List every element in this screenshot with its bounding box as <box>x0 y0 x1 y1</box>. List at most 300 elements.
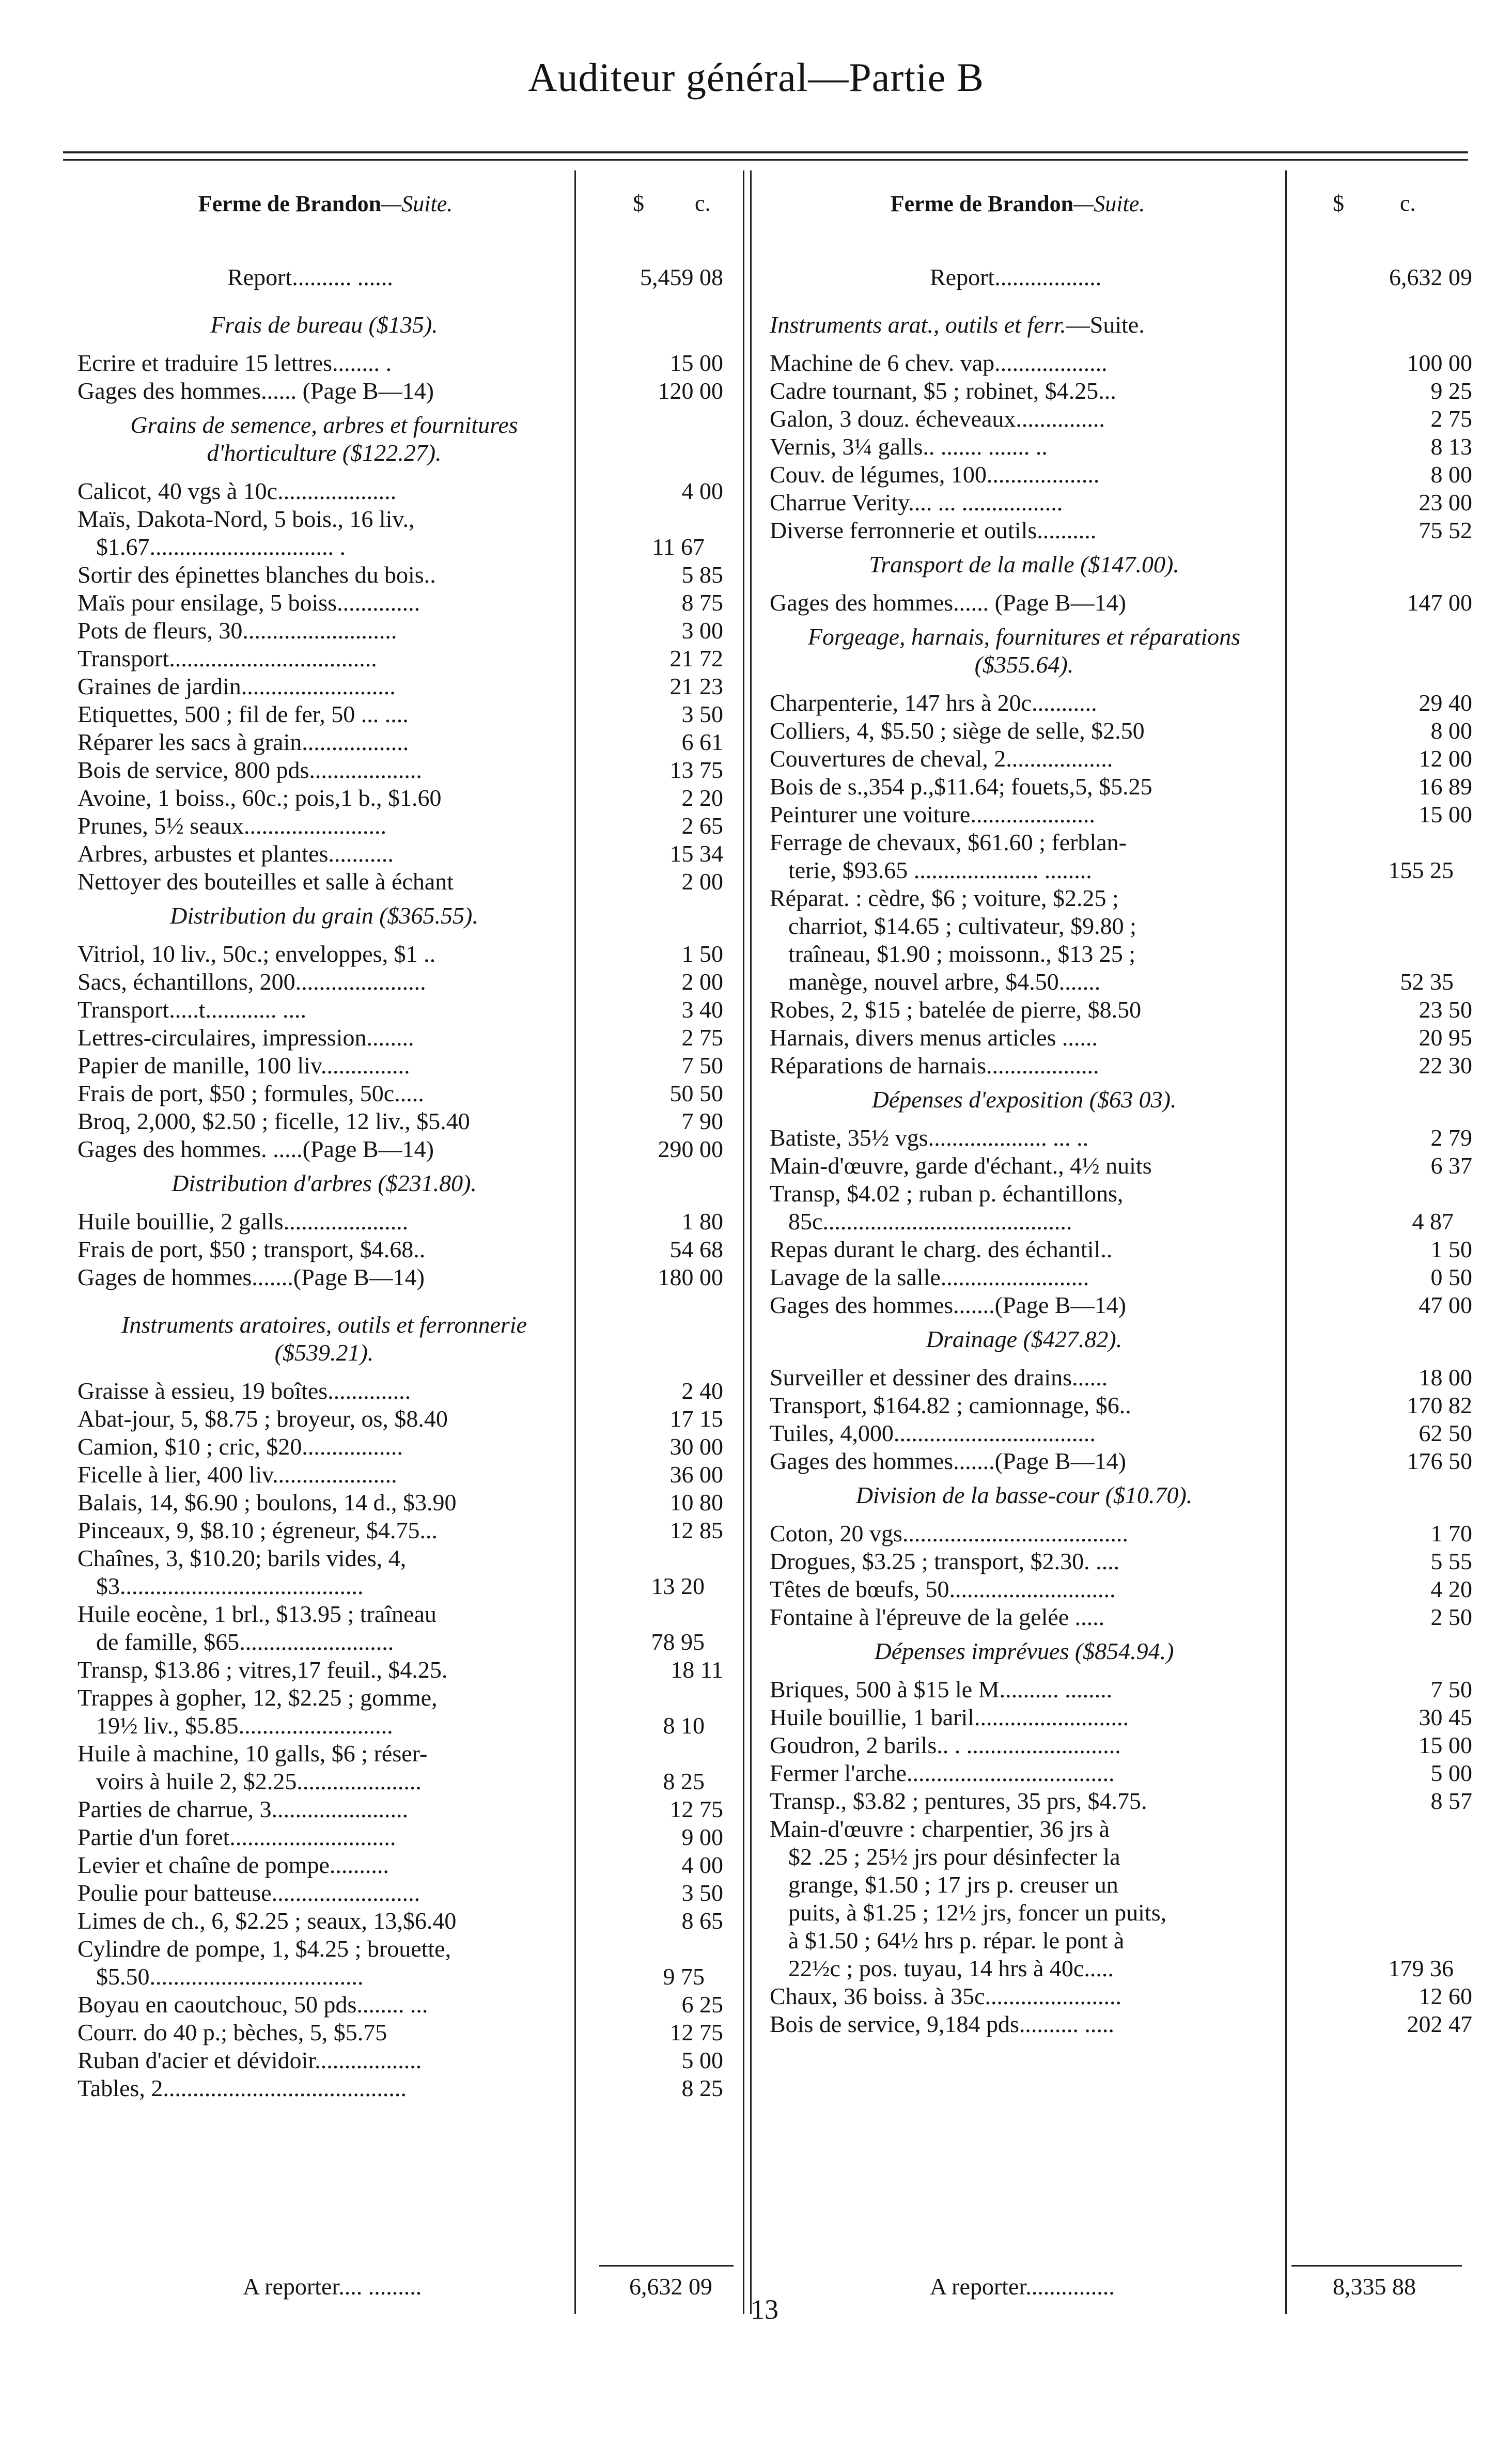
ledger-amount: 8 57 <box>1430 1788 1472 1814</box>
right-heading-bold: Ferme de Brandon <box>890 191 1074 216</box>
ledger-item-text: Fontaine à l'épreuve de la gelée ..... <box>770 1604 1105 1630</box>
right-report-label: Report <box>930 264 995 290</box>
section-heading: Grains de semence, arbres et fournitures d'horticulture ($122.27). <box>130 412 518 466</box>
ledger-row <box>770 1603 1472 1631</box>
ledger-row <box>77 533 742 561</box>
ledger-row <box>77 940 723 968</box>
ledger-row <box>770 717 1472 745</box>
ledger-row <box>77 377 723 405</box>
ledger-amount: 180 00 <box>658 1264 723 1290</box>
ledger-row <box>770 1676 1472 1704</box>
ledger-amount: 8 25 <box>663 1768 705 1794</box>
ledger-row <box>770 773 1472 801</box>
ledger-item-text: Pots de fleurs, 30.......................... <box>77 617 397 644</box>
ledger-row <box>77 1052 723 1080</box>
ledger-amount: 8 10 <box>663 1712 705 1739</box>
ledger-item-text: Têtes de bœufs, 50............................ <box>770 1576 1116 1602</box>
ledger-item-text: voirs à huile 2, $2.25..................... <box>96 1768 422 1794</box>
ledger-item-text: grange, $1.50 ; 17 jrs p. creuser un <box>788 1871 1118 1898</box>
ledger-item-text: terie, $93.65 ..................... ........ <box>788 857 1092 883</box>
ledger-row <box>770 1575 1472 1603</box>
ledger-row <box>770 912 1491 940</box>
page-number: 13 <box>751 2294 778 2325</box>
ledger-amount: 75 52 <box>1419 517 1472 543</box>
ledger-item-text: Harnais, divers menus articles ...... <box>770 1024 1098 1051</box>
ledger-row <box>77 1935 723 1963</box>
ledger-row <box>770 1236 1472 1263</box>
ledger-item-text: Ferrage de chevaux, $61.60 ; ferblan- <box>770 829 1127 855</box>
section-heading: Distribution d'arbres ($231.80). <box>172 1170 477 1196</box>
ledger-item-text: Trappes à gopher, 12, $2.25 ; gomme, <box>77 1684 438 1711</box>
ledger-item-text: Frais de port, $50 ; formules, 50c..... <box>77 1080 424 1106</box>
ledger-row <box>77 1107 723 1135</box>
ledger-row <box>770 405 1472 433</box>
spacer <box>77 291 610 305</box>
ledger-item-text: Cadre tournant, $5 ; robinet, $4.25... <box>770 378 1116 404</box>
left-heading <box>77 170 573 263</box>
ledger-row <box>77 1600 723 1628</box>
ledger-item-text: Avoine, 1 boiss., 60c.; pois,1 b., $1.60 <box>77 785 442 811</box>
ledger-amount: 8 65 <box>681 1908 723 1934</box>
section-heading: Dépenses imprévues ($854.94.) <box>874 1638 1174 1664</box>
ledger-row <box>770 1731 1472 1759</box>
ledger-item-text: Parties de charrue, 3....................... <box>77 1796 409 1822</box>
ledger-row <box>770 1419 1472 1447</box>
ledger-amount: 2 75 <box>681 1024 723 1051</box>
right-report-amount: 6,632 09 <box>1389 264 1472 290</box>
ledger-row <box>77 561 723 589</box>
ledger-amount: 1 50 <box>1430 1236 1472 1262</box>
ledger-row <box>770 1263 1472 1291</box>
ledger-item-text: Surveiller et dessiner des drains...... <box>770 1364 1108 1391</box>
ledger-amount: 78 95 <box>651 1629 705 1655</box>
section-heading: Dépenses d'exposition ($63 03). <box>871 1086 1177 1113</box>
section-heading-italic: Instruments arat., outils et ferr. <box>770 311 1066 338</box>
ledger-item-text: à $1.50 ; 64½ hrs p. répar. le pont à <box>788 1927 1125 1954</box>
ledger-amount: 3 00 <box>681 617 723 644</box>
ledger-item-text: Gages des hommes.......(Page B—14) <box>770 1292 1126 1318</box>
ledger-row <box>770 1152 1472 1180</box>
ledger-amount: 12 00 <box>1419 745 1472 772</box>
ledger-item-text: traîneau, $1.90 ; moissonn., $13 25 ; <box>788 941 1136 967</box>
ledger-item-text: Transport................................... <box>77 645 377 671</box>
ledger-row <box>770 1208 1491 1236</box>
ledger-amount: 18 11 <box>671 1657 723 1683</box>
ledger-row <box>77 1544 723 1572</box>
section-heading: Forgeage, harnais, fournitures et réparations ($355.64). <box>807 623 1241 678</box>
ledger-amount: 2 00 <box>681 868 723 895</box>
spacer <box>77 1291 610 1305</box>
ledger-item-text: Maïs, Dakota-Nord, 5 bois., 16 liv., <box>77 506 415 532</box>
ledger-amount: 6 61 <box>681 729 723 755</box>
ledger-row <box>77 1433 723 1461</box>
ledger-item-text: Sortir des épinettes blanches du bois.. <box>77 561 436 588</box>
ledger-item-text: Peinturer une voiture..................... <box>770 801 1095 827</box>
ledger-amount: 12 85 <box>669 1517 723 1543</box>
ledger-row <box>77 617 723 645</box>
left-carry-label: A reporter.... ......... <box>243 2273 422 2300</box>
page-title: Auditeur général—Partie B <box>528 55 984 100</box>
ledger-row <box>77 673 723 700</box>
ledger-row <box>77 840 723 868</box>
ledger-amount: 4 87 <box>1412 1208 1454 1235</box>
ledger-item-text: Graisse à essieu, 19 boîtes.............. <box>77 1378 411 1404</box>
ledger-amount: 62 50 <box>1419 1420 1472 1446</box>
title-rule-bottom <box>63 159 1468 161</box>
ledger-amount: 3 50 <box>681 1880 723 1906</box>
section-heading: Instruments aratoires, outils et ferronnerie ($539.21). <box>121 1311 527 1366</box>
section-heading: Frais de bureau ($135). <box>210 311 438 338</box>
ledger-amount: 147 00 <box>1407 589 1472 616</box>
ledger-row <box>77 1684 723 1712</box>
ledger-item-text: Prunes, 5½ seaux........................ <box>77 813 386 839</box>
ledger-item-text: de famille, $65.......................... <box>96 1629 394 1655</box>
ledger-item-text: Bois de service, 9,184 pds.......... ..... <box>770 2011 1114 2037</box>
ledger-row <box>770 461 1472 489</box>
ledger-item-text: Camion, $10 ; cric, $20................. <box>77 1433 403 1460</box>
ledger-amount: 9 25 <box>1430 378 1472 404</box>
ledger-item-text: Huile eocène, 1 brl., $13.95 ; traîneau <box>77 1601 437 1627</box>
ledger-amount: 5 85 <box>681 561 723 588</box>
ledger-amount: 18 00 <box>1419 1364 1472 1391</box>
ledger-amount: 5 00 <box>681 2047 723 2073</box>
ledger-row <box>77 1656 723 1684</box>
ledger-row <box>770 829 1472 856</box>
ledger-item-text: Robes, 2, $15 ; batelée de pierre, $8.50 <box>770 996 1142 1023</box>
ledger-row <box>77 477 723 505</box>
ledger-item-text: Huile bouillie, 1 baril.......................... <box>770 1704 1129 1730</box>
ledger-row <box>77 2047 723 2074</box>
ledger-item-text: $3......................................... <box>96 1573 364 1599</box>
ledger-amount: 4 00 <box>681 478 723 504</box>
ledger-amount: 30 45 <box>1419 1704 1472 1730</box>
ledger-amount: 12 60 <box>1419 1983 1472 2009</box>
ledger-amount: 29 40 <box>1419 690 1472 716</box>
ledger-item-text: Réparer les sacs à grain.................. <box>77 729 409 755</box>
ledger-item-text: Partie d'un foret............................ <box>77 1824 396 1850</box>
ledger-amount: 21 72 <box>669 645 723 671</box>
ledger-amount: 15 00 <box>1419 1732 1472 1758</box>
ledger-amount: 8 25 <box>681 2075 723 2101</box>
ledger-amount: 7 90 <box>681 1108 723 1134</box>
ledger-row <box>770 489 1472 517</box>
ledger-row <box>77 1879 723 1907</box>
title-rule-top <box>63 151 1468 153</box>
ledger-row <box>770 1024 1472 1052</box>
ledger-item-text: Cylindre de pompe, 1, $4.25 ; brouette, <box>77 1935 451 1962</box>
ledger-row <box>77 1963 742 1991</box>
ledger-row <box>770 589 1472 617</box>
ledger-item-text: Diverse ferronnerie et outils.......... <box>770 517 1097 543</box>
ledger-amount: 7 50 <box>681 1052 723 1079</box>
ledger-amount: 202 47 <box>1407 2011 1472 2037</box>
ledger-row <box>770 349 1472 377</box>
ledger-item-text: Pinceaux, 9, $8.10 ; égreneur, $4.75... <box>77 1517 438 1543</box>
ledger-row <box>77 968 723 996</box>
ledger-item-text: Gages des hommes...... (Page B—14) <box>77 378 434 404</box>
ledger-item-text: Nettoyer des bouteilles et salle à échant <box>77 868 454 895</box>
ledger-row <box>77 1991 723 2019</box>
ledger-item-text: Gages des hommes...... (Page B—14) <box>770 589 1126 616</box>
ledger-amount: 2 20 <box>681 785 723 811</box>
ledger-item-text: Poulie pour batteuse......................... <box>77 1880 420 1906</box>
ledger-amount: 6 37 <box>1430 1152 1472 1179</box>
ledger-item-text: Machine de 6 chev. vap................... <box>770 350 1108 376</box>
ledger-row <box>770 996 1472 1024</box>
ledger-item-text: $2 .25 ; 25½ jrs pour désinfecter la <box>788 1844 1120 1870</box>
ledger-item-text: Galon, 3 douz. écheveaux............... <box>770 405 1105 432</box>
left-sum-rule <box>599 2265 734 2267</box>
ledger-item-text: Goudron, 2 barils.. . .......................... <box>770 1732 1121 1758</box>
ledger-item-text: Bois de s.,354 p.,$11.64; fouets,5, $5.25 <box>770 773 1152 800</box>
ledger-item-text: 85c.......................................... <box>788 1208 1072 1235</box>
ledger-amount: 2 75 <box>1430 405 1472 432</box>
ledger-row <box>770 1927 1491 1955</box>
ledger-row <box>770 801 1472 829</box>
ledger-amount: 120 00 <box>658 378 723 404</box>
ledger-item-text: charriot, $14.65 ; cultivateur, $9.80 ; <box>788 913 1136 939</box>
ledger-item-text: Couv. de légumes, 100................... <box>770 461 1100 488</box>
ledger-row <box>77 1135 723 1163</box>
ledger-row <box>77 1795 723 1823</box>
ledger-row <box>77 1823 723 1851</box>
right-heading-italic: —Suite. <box>1073 191 1145 216</box>
ledger-item-text: Ruban d'acier et dévidoir.................. <box>77 2047 422 2073</box>
ledger-row <box>77 996 723 1024</box>
ledger-amount: 47 00 <box>1419 1292 1472 1318</box>
ledger-item-text: Réparat. : cèdre, $6 ; voiture, $2.25 ; <box>770 885 1119 911</box>
ledger-row <box>770 1787 1472 1815</box>
ledger-item-text: Charrue Verity.... ... ................. <box>770 489 1063 515</box>
ledger-amount: 155 25 <box>1388 857 1454 883</box>
ledger-row <box>770 1759 1472 1787</box>
ledger-amount: 13 75 <box>669 757 723 783</box>
ledger-amount: 6 25 <box>681 1991 723 2018</box>
ledger-amount: 30 00 <box>669 1433 723 1460</box>
ledger-amount: 8 00 <box>1430 717 1472 744</box>
ledger-item-text: 19½ liv., $5.85.......................... <box>96 1712 393 1739</box>
ledger-item-text: Bois de service, 800 pds................... <box>77 757 422 783</box>
ledger-amount: 12 75 <box>669 1796 723 1822</box>
ledger-item-text: Huile à machine, 10 galls, $6 ; réser- <box>77 1740 428 1767</box>
ledger-item-text: Maïs pour ensilage, 5 boiss.............. <box>77 589 420 616</box>
ledger-row <box>77 1851 723 1879</box>
ledger-amount: 12 75 <box>669 2019 723 2045</box>
ledger-amount: 1 80 <box>681 1208 723 1235</box>
ledger-amount: 22 30 <box>1419 1052 1472 1079</box>
ledger-row <box>770 1899 1491 1927</box>
ledger-item-text: Frais de port, $50 ; transport, $4.68.. <box>77 1236 426 1262</box>
section-heading: Transport de la malle ($147.00). <box>869 551 1179 577</box>
ledger-row <box>770 433 1472 461</box>
ledger-item-text: Réparations de harnais................... <box>770 1052 1099 1079</box>
ledger-item-text: Sacs, échantillons, 200...................... <box>77 968 426 995</box>
ledger-row <box>770 1548 1472 1575</box>
ledger-row <box>77 349 723 377</box>
ledger-amount: 179 36 <box>1388 1955 1454 1981</box>
ledger-amount: 2 50 <box>1430 1604 1472 1630</box>
ledger-row <box>770 1392 1472 1419</box>
ledger-item-text: Transport, $164.82 ; camionnage, $6.. <box>770 1392 1131 1418</box>
section-heading: Division de la basse-cour ($10.70). <box>855 1482 1193 1508</box>
ledger-row <box>770 1124 1472 1152</box>
ledger-row <box>770 1704 1472 1731</box>
ledger-amount: 170 82 <box>1407 1392 1472 1418</box>
ledger-amount: 100 00 <box>1407 350 1472 376</box>
ledger-amount: 3 40 <box>681 996 723 1023</box>
ledger-row <box>770 1291 1472 1319</box>
ledger-item-text: Transp, $13.86 ; vitres,17 feuil., $4.25. <box>77 1657 448 1683</box>
ledger-row <box>77 1489 723 1517</box>
ledger-item-text: Graines de jardin.......................... <box>77 673 396 699</box>
ledger-row <box>77 1572 742 1600</box>
ledger-item-text: Lettres-circulaires, impression........ <box>77 1024 414 1051</box>
ledger-amount: 17 15 <box>669 1405 723 1432</box>
ledger-item-text: Vernis, 3¼ galls.. ....... ....... .. <box>770 433 1048 460</box>
ledger-item-text: Levier et chaîne de pompe.......... <box>77 1852 389 1878</box>
left-report-label: Report <box>227 264 292 290</box>
ledger-item-text: Tuiles, 4,000.................................. <box>770 1420 1096 1446</box>
ledger-item-text: Chaînes, 3, $10.20; barils vides, 4, <box>77 1545 407 1571</box>
ledger-amount: 0 50 <box>1430 1264 1472 1290</box>
ledger-amount: 8 75 <box>681 589 723 616</box>
ledger-amount: 20 95 <box>1419 1024 1472 1051</box>
ledger-amount: 2 40 <box>681 1378 723 1404</box>
right-entries <box>770 291 1472 2038</box>
ledger-item-text: Fermer l'arche................................... <box>770 1760 1115 1786</box>
ledger-amount: 9 75 <box>663 1963 705 1990</box>
spacer <box>770 291 1291 305</box>
ledger-item-text: Vitriol, 10 liv., 50c.; enveloppes, $1 .. <box>77 941 436 967</box>
left-col-cents: c. <box>695 191 711 216</box>
ledger-item-text: Lavage de la salle......................... <box>770 1264 1089 1290</box>
ledger-row <box>770 1364 1472 1392</box>
right-report-row: Report.................. 6,632 09 <box>930 264 1472 290</box>
ledger-amount: 16 89 <box>1419 773 1472 800</box>
ledger-amount: 5 55 <box>1430 1548 1472 1574</box>
ledger-item-text: Repas durant le charg. des échantil.. <box>770 1236 1113 1262</box>
ledger-row <box>77 868 723 896</box>
ledger-row <box>770 2010 1472 2038</box>
ledger-item-text: Transport.....t............ .... <box>77 996 306 1023</box>
ledger-item-text: Ecrire et traduire 15 lettres........ . <box>77 350 392 376</box>
ledger-amount: 54 68 <box>669 1236 723 1262</box>
ledger-amount: 3 50 <box>681 701 723 727</box>
ledger-item-text: Broq, 2,000, $2.50 ; ficelle, 12 liv., $5.40 <box>77 1108 470 1134</box>
ledger-row <box>770 1815 1472 1843</box>
ledger-item-text: Etiquettes, 500 ; fil de fer, 50 ... .... <box>77 701 409 727</box>
ledger-item-text: Tables, 2......................................... <box>77 2075 407 2101</box>
ledger-item-text: $1.67............................... . <box>96 534 346 560</box>
ledger-row <box>770 1447 1472 1475</box>
center-rule-b <box>750 170 752 2314</box>
ledger-amount: 13 20 <box>651 1573 705 1599</box>
ledger-item-text: Main-d'œuvre, garde d'échant., 4½ nuits <box>770 1152 1152 1179</box>
ledger-row <box>770 689 1472 717</box>
ledger-item-text: Abat-jour, 5, $8.75 ; broyeur, os, $8.40 <box>77 1405 448 1432</box>
left-heading-italic: —Suite. <box>381 191 453 216</box>
ledger-amount: 8 13 <box>1430 433 1472 460</box>
ledger-item-text: Charpenterie, 147 hrs à 20c........... <box>770 690 1097 716</box>
ledger-item-text: $5.50.................................... <box>96 1963 364 1990</box>
ledger-row <box>77 589 723 617</box>
right-carry-label: A reporter............... <box>930 2273 1115 2300</box>
ledger-amount: 2 65 <box>681 813 723 839</box>
ledger-row <box>770 377 1472 405</box>
ledger-amount: 176 50 <box>1407 1448 1472 1474</box>
ledger-row <box>77 1377 723 1405</box>
left-report-row: Report.......... ...... 5,459 08 <box>227 264 723 290</box>
ledger-row <box>77 812 723 840</box>
ledger-item-text: Huile bouillie, 2 galls..................... <box>77 1208 409 1235</box>
ledger-row <box>770 745 1472 773</box>
ledger-item-text: Gages de hommes.......(Page B—14) <box>77 1264 425 1290</box>
ledger-amount: 52 35 <box>1400 968 1454 995</box>
ledger-amount: 7 50 <box>1430 1676 1472 1702</box>
ledger-row <box>77 728 723 756</box>
ledger-row <box>77 2074 723 2102</box>
ledger-item-text: Chaux, 36 boiss. à 35c....................... <box>770 1983 1122 2009</box>
ledger-amount: 8 00 <box>1430 461 1472 488</box>
ledger-amount: 5 00 <box>1430 1760 1472 1786</box>
ledger-amount: 23 00 <box>1419 489 1472 515</box>
ledger-amount: 4 00 <box>681 1852 723 1878</box>
ledger-amount: 2 79 <box>1430 1124 1472 1151</box>
ledger-row <box>77 1461 723 1489</box>
ledger-amount: 11 67 <box>652 534 705 560</box>
ledger-row <box>770 1871 1491 1899</box>
center-rule-a <box>743 170 744 2314</box>
ledger-row <box>77 1263 723 1291</box>
ledger-amount: 21 23 <box>669 673 723 699</box>
right-carry-amount: 8,335 88 <box>1333 2273 1416 2300</box>
left-heading-bold: Ferme de Brandon <box>198 191 382 216</box>
ledger-amount: 50 50 <box>669 1080 723 1106</box>
ledger-item-text: 22½c ; pos. tuyau, 14 hrs à 40c..... <box>788 1955 1114 1981</box>
ledger-item-text: Arbres, arbustes et plantes........... <box>77 840 394 867</box>
right-sum-rule <box>1291 2265 1462 2267</box>
ledger-row <box>770 968 1491 996</box>
ledger-amount: 1 50 <box>681 941 723 967</box>
ledger-item-text: Briques, 500 à $15 le M.......... ........ <box>770 1676 1113 1702</box>
ledger-row <box>77 1024 723 1052</box>
section-heading: Distribution du grain ($365.55). <box>170 902 478 929</box>
ledger-amount: 4 20 <box>1430 1576 1472 1602</box>
ledger-row <box>77 1768 742 1795</box>
ledger-item-text: Courr. do 40 p.; bèches, 5, $5.75 <box>77 2019 387 2045</box>
ledger-item-text: Drogues, $3.25 ; transport, $2.30. .... <box>770 1548 1120 1574</box>
left-carry-amount: 6,632 09 <box>629 2273 712 2300</box>
ledger-row <box>77 1628 742 1656</box>
ledger-item-text: manège, nouvel arbre, $4.50....... <box>788 968 1101 995</box>
section-heading: Drainage ($427.82). <box>926 1326 1123 1352</box>
ledger-row <box>77 1208 723 1236</box>
ledger-row <box>77 1405 723 1433</box>
ledger-amount: 1 70 <box>1430 1520 1472 1546</box>
ledger-row <box>770 1180 1472 1208</box>
ledger-item-text: Gages des hommes.......(Page B—14) <box>770 1448 1126 1474</box>
ledger-amount: 290 00 <box>658 1136 723 1162</box>
ledger-row <box>77 1740 723 1768</box>
ledger-row <box>770 1052 1472 1080</box>
ledger-row <box>77 505 723 533</box>
right-col-cents: c. <box>1400 191 1416 216</box>
ledger-item-text: Calicot, 40 vgs à 10c.................... <box>77 478 397 504</box>
ledger-row <box>770 1982 1472 2010</box>
ledger-item-text: Transp, $4.02 ; ruban p. échantillons, <box>770 1180 1124 1207</box>
ledger-item-text: Boyau en caoutchouc, 50 pds........ ... <box>77 1991 428 2018</box>
ledger-row <box>77 700 723 728</box>
